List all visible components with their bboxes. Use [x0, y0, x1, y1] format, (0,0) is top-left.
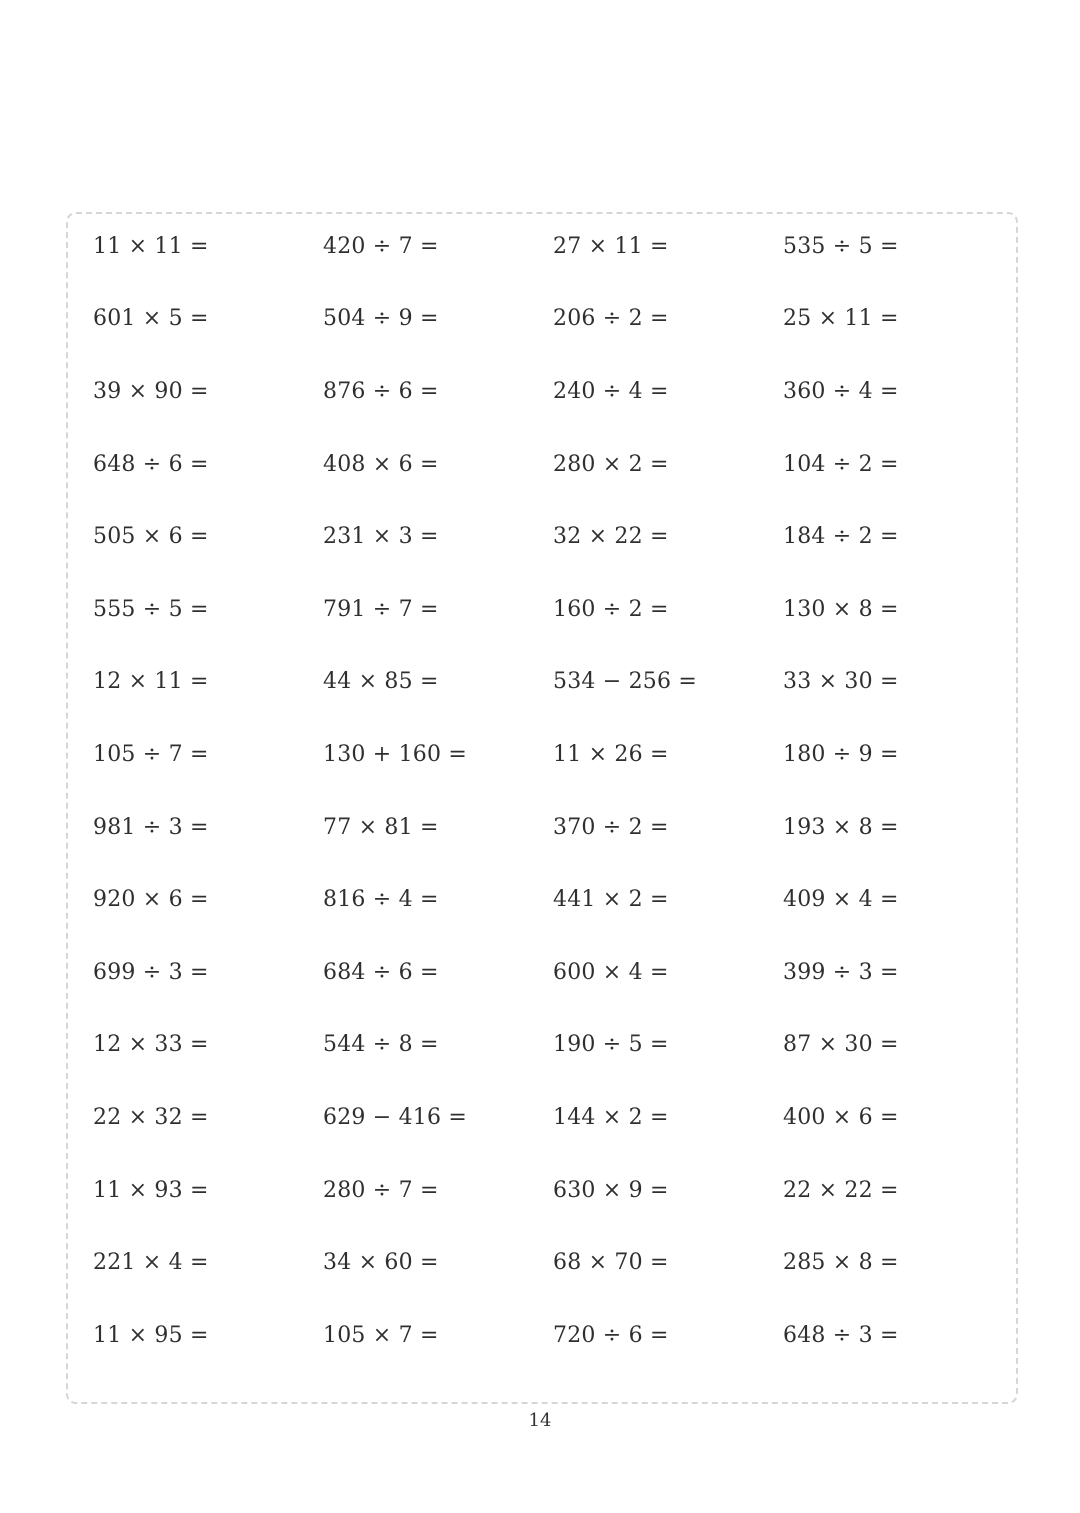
problem-item: 130 × 8 =: [783, 596, 899, 622]
problem-item: 505 × 6 =: [93, 524, 209, 550]
problem-item: 629 − 416 =: [323, 1104, 468, 1130]
problem-item: 39 × 90 =: [93, 378, 209, 404]
problem-item: 240 ÷ 4 =: [553, 378, 669, 404]
problem-item: 144 × 2 =: [553, 1104, 669, 1130]
problem-item: 33 × 30 =: [783, 669, 899, 695]
problem-item: 816 ÷ 4 =: [323, 887, 439, 913]
problem-item: 684 ÷ 6 =: [323, 959, 439, 985]
problem-item: 534 − 256 =: [553, 669, 698, 695]
page-number: 14: [528, 1410, 552, 1431]
problem-item: 34 × 60 =: [323, 1250, 439, 1276]
problem-row: [93, 1081, 1013, 1154]
problem-item: 12 × 33 =: [93, 1032, 209, 1058]
problem-item: 221 × 4 =: [93, 1250, 209, 1276]
problem-item: 105 × 7 =: [323, 1322, 439, 1348]
problem-item: 791 ÷ 7 =: [323, 596, 439, 622]
problem-item: 630 × 9 =: [553, 1177, 669, 1203]
problem-row: [93, 718, 1013, 791]
problem-item: 32 × 22 =: [553, 524, 669, 550]
problem-row: [93, 863, 1013, 936]
problem-row: [93, 355, 1013, 428]
problem-row: [93, 1226, 1013, 1299]
problem-row: [93, 573, 1013, 646]
problem-item: 130 + 160 =: [323, 741, 468, 767]
problem-item: 44 × 85 =: [323, 669, 439, 695]
problem-item: 441 × 2 =: [553, 887, 669, 913]
problem-item: 600 × 4 =: [553, 959, 669, 985]
problem-item: 12 × 11 =: [93, 669, 209, 695]
problem-row: [93, 428, 1013, 501]
problem-row: [93, 646, 1013, 719]
problem-item: 420 ÷ 7 =: [323, 233, 439, 259]
problem-item: 370 ÷ 2 =: [553, 814, 669, 840]
problem-item: 193 × 8 =: [783, 814, 899, 840]
problem-item: 280 ÷ 7 =: [323, 1177, 439, 1203]
problem-item: 399 ÷ 3 =: [783, 959, 899, 985]
problem-item: 981 ÷ 3 =: [93, 814, 209, 840]
problem-item: 104 ÷ 2 =: [783, 451, 899, 477]
problem-item: 408 × 6 =: [323, 451, 439, 477]
problem-item: 87 × 30 =: [783, 1032, 899, 1058]
problem-item: 920 × 6 =: [93, 887, 209, 913]
problem-row: [93, 936, 1013, 1009]
problem-item: 11 × 93 =: [93, 1177, 209, 1203]
problem-row: [93, 1009, 1013, 1082]
problem-item: 876 ÷ 6 =: [323, 378, 439, 404]
problem-item: 544 ÷ 8 =: [323, 1032, 439, 1058]
problem-item: 160 ÷ 2 =: [553, 596, 669, 622]
problem-item: 601 × 5 =: [93, 306, 209, 332]
problem-item: 360 ÷ 4 =: [783, 378, 899, 404]
problem-grid: [93, 214, 1013, 1372]
problem-item: 25 × 11 =: [783, 306, 899, 332]
problem-item: 77 × 81 =: [323, 814, 439, 840]
problem-item: 400 × 6 =: [783, 1104, 899, 1130]
problem-item: 504 ÷ 9 =: [323, 306, 439, 332]
problem-row: [93, 1154, 1013, 1227]
problem-item: 180 ÷ 9 =: [783, 741, 899, 767]
worksheet-box: [66, 212, 1018, 1404]
problem-item: 22 × 22 =: [783, 1177, 899, 1203]
problem-item: 11 × 95 =: [93, 1322, 209, 1348]
problem-item: 11 × 11 =: [93, 233, 209, 259]
problem-item: 11 × 26 =: [553, 741, 669, 767]
problem-item: 409 × 4 =: [783, 887, 899, 913]
problem-item: 27 × 11 =: [553, 233, 669, 259]
problem-row: [93, 500, 1013, 573]
problem-item: 105 ÷ 7 =: [93, 741, 209, 767]
problem-item: 648 ÷ 6 =: [93, 451, 209, 477]
problem-item: 22 × 32 =: [93, 1104, 209, 1130]
problem-item: 535 ÷ 5 =: [783, 233, 899, 259]
problem-item: 68 × 70 =: [553, 1250, 669, 1276]
problem-item: 699 ÷ 3 =: [93, 959, 209, 985]
problem-row: [93, 210, 1013, 283]
problem-item: 190 ÷ 5 =: [553, 1032, 669, 1058]
problem-item: 206 ÷ 2 =: [553, 306, 669, 332]
problem-item: 555 ÷ 5 =: [93, 596, 209, 622]
problem-item: 280 × 2 =: [553, 451, 669, 477]
problem-item: 285 × 8 =: [783, 1250, 899, 1276]
problem-row: [93, 1299, 1013, 1372]
problem-row: [93, 283, 1013, 356]
problem-item: 184 ÷ 2 =: [783, 524, 899, 550]
problem-item: 720 ÷ 6 =: [553, 1322, 669, 1348]
problem-row: [93, 791, 1013, 864]
problem-item: 231 × 3 =: [323, 524, 439, 550]
problem-item: 648 ÷ 3 =: [783, 1322, 899, 1348]
